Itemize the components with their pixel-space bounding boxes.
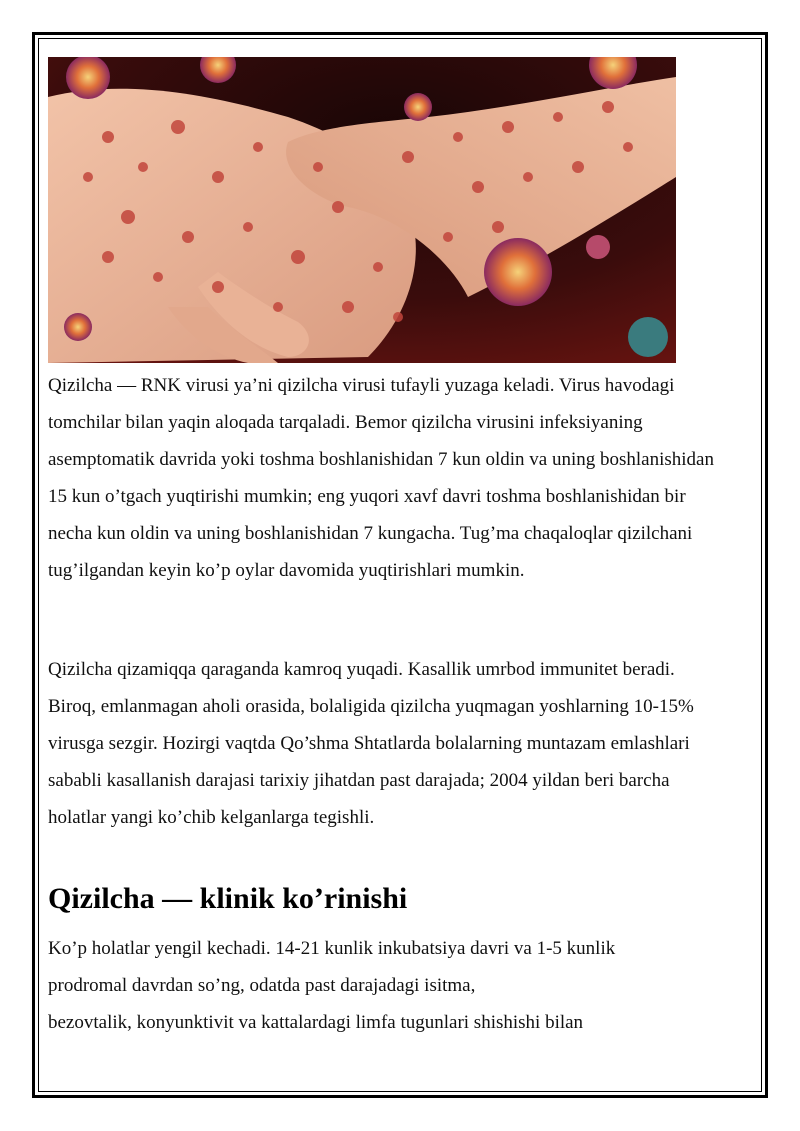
paragraph-3-line-2: prodromal davrdan so’ng, odatda past darajadagi isitma, bbox=[48, 975, 476, 996]
paragraph-3-line-3: bezovtalik, konyunktivit va kattalardagi limfa tugunlari shishishi bilan bbox=[48, 1012, 584, 1033]
paragraph-3 bbox=[48, 930, 718, 1041]
paragraph-3-line-1: Ko’p holatlar yengil kechadi. 14-21 kunlik inkubatsiya davri va 1-5 kunlik bbox=[48, 938, 616, 959]
paragraph-1: Qizilcha — RNK virusi ya’ni qizilcha virusi tufayli yuzaga keladi. Virus havodagi tomchilar bilan yaqin aloqada tarqaladi. Bemor qizilcha virusini infeksiyaning asemptomatik davrida yoki toshma boshlanishidan 7 kun oldin va uning boshlanishidan 15 kun o’tgach yuqtirishi mumkin; eng yuqori xavf davri toshma boshlanishidan bir necha kun oldin va uning boshlanishidan 7 kungacha. Tug’ma chaqaloqlar qizilchani tug’ilgandan keyin ko’p oylar davomida yuqtirishlari mumkin. bbox=[48, 375, 714, 581]
paragraph-2: Qizilcha qizamiqqa qaraganda kamroq yuqadi. Kasallik umrbod immunitet beradi. Biroq, emlanmagan aholi orasida, bolaligida qizilcha yuqmagan yoshlarning 10-15% virusga sezgir. Hozirgi vaqtda Qo’shma Shtatlarda bolalarning muntazam emlashlari sababli kasallanish darajasi tarixiy jihatdan past darajada; 2004 yildan beri barcha holatlar yangi ko’chib kelganlarga tegishli. bbox=[48, 659, 694, 828]
rash-hands-photo bbox=[48, 57, 676, 363]
section-heading: Qizilcha — klinik ko’rinishi bbox=[48, 882, 408, 915]
